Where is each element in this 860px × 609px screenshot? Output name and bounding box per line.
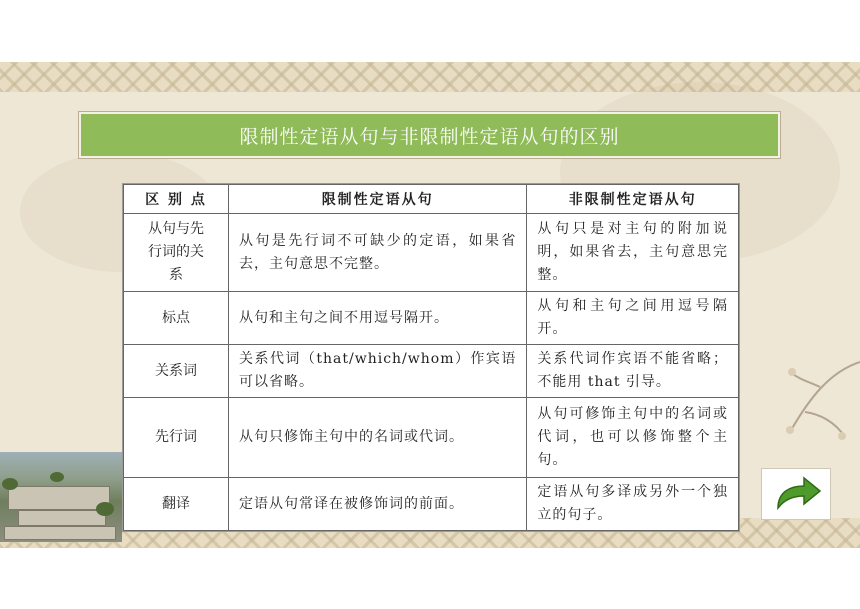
row-aspect: 标点 bbox=[124, 292, 229, 345]
plum-branch-decoration bbox=[750, 342, 860, 462]
row-aspect: 关系词 bbox=[124, 345, 229, 398]
restrictive-cell: 从句只修饰主句中的名词或代词。 bbox=[229, 398, 527, 478]
header-restrictive: 限制性定语从句 bbox=[229, 185, 527, 214]
building-photo bbox=[0, 452, 122, 542]
row-aspect: 先行词 bbox=[124, 398, 229, 478]
table-row bbox=[124, 478, 739, 531]
nonrestrictive-cell: 从句和主句之间用逗号隔开。 bbox=[527, 292, 739, 345]
header-aspect: 区 别 点 bbox=[124, 185, 229, 214]
back-button[interactable] bbox=[761, 468, 831, 520]
restrictive-cell: 从句和主句之间不用逗号隔开。 bbox=[229, 292, 527, 345]
curved-arrow-icon bbox=[768, 474, 824, 514]
table-row bbox=[124, 292, 739, 345]
table-row bbox=[124, 345, 739, 398]
nonrestrictive-cell: 从句只是对主句的附加说明，如果省去，主句意思完整。 bbox=[527, 214, 739, 292]
comparison-table bbox=[123, 184, 739, 531]
restrictive-cell: 关系代词（that/which/whom）作宾语可以省略。 bbox=[229, 345, 527, 398]
nonrestrictive-cell: 关系代词作宾语不能省略；不能用 that 引导。 bbox=[527, 345, 739, 398]
nonrestrictive-cell: 定语从句多译成另外一个独立的句子。 bbox=[527, 478, 739, 531]
nonrestrictive-cell: 从句可修饰主句中的名词或代词，也可以修饰整个主句。 bbox=[527, 398, 739, 478]
row-aspect-label: 从句与先行词的关系 bbox=[147, 221, 204, 283]
title-bar bbox=[79, 112, 780, 158]
slide bbox=[0, 62, 860, 548]
row-aspect: 翻译 bbox=[124, 478, 229, 531]
slide-title: 限制性定语从句与非限制性定语从句的区别 bbox=[239, 125, 620, 148]
row-aspect bbox=[124, 214, 229, 292]
restrictive-cell: 定语从句常译在被修饰词的前面。 bbox=[229, 478, 527, 531]
table-header-row bbox=[124, 185, 739, 214]
header-nonrestrictive: 非限制性定语从句 bbox=[527, 185, 739, 214]
table-row bbox=[124, 214, 739, 292]
table-row bbox=[124, 398, 739, 478]
restrictive-cell: 从句是先行词不可缺少的定语，如果省去，主句意思不完整。 bbox=[229, 214, 527, 292]
